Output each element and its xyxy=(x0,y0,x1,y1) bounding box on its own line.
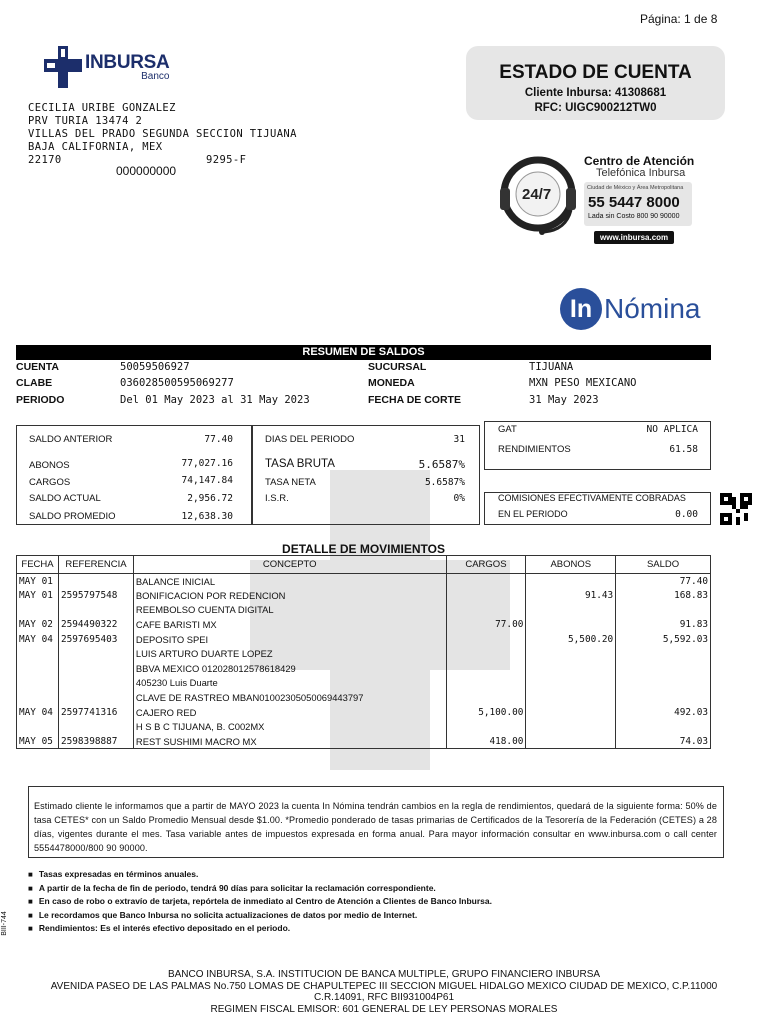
clabe-value: 036028500595069277 xyxy=(120,377,234,389)
cell-cargos xyxy=(446,646,526,661)
movement-row xyxy=(17,574,711,589)
customer-state: BAJA CALIFORNIA, MEX xyxy=(28,141,163,153)
call-center-subtitle: Telefónica Inbursa xyxy=(596,167,686,179)
customer-number: 000000000 xyxy=(116,164,177,178)
customer-cp: 22170 xyxy=(28,154,62,166)
rendimientos-value: 61.58 xyxy=(669,444,698,455)
comisiones-sub: EN EL PERIODO xyxy=(498,509,568,519)
cell-cargos xyxy=(446,603,526,618)
cuenta-value: 50059506927 xyxy=(120,361,190,373)
movement-row xyxy=(17,705,711,720)
cell-cargos xyxy=(446,719,526,734)
call-center-tollfree: Lada sin Costo 800 90 90000 xyxy=(588,213,680,220)
moneda-value: MXN PESO MEXICANO xyxy=(529,377,637,389)
cell-cargos: 418.00 xyxy=(446,734,526,749)
customer-code: 9295-F xyxy=(206,154,247,166)
saldo-anterior-value: 77.40 xyxy=(204,434,233,445)
cell-concepto: DEPOSITO SPEI xyxy=(133,632,446,647)
cargos-label: CARGOS xyxy=(29,477,71,488)
comisiones-value: 0.00 xyxy=(675,509,698,520)
customer-address xyxy=(28,102,297,167)
cell-fecha xyxy=(17,661,59,676)
call-center-phone: 55 5447 8000 xyxy=(588,194,680,211)
cell-referencia xyxy=(58,719,133,734)
cell-referencia: 2598398887 xyxy=(58,734,133,749)
client-rfc: RFC: UIGC900212TW0 xyxy=(534,102,657,114)
movement-row xyxy=(17,690,711,705)
bullet-item: ■ Le recordamos que Banco Inbursa no solicita actualizaciones de datos por medio de Internet. xyxy=(28,909,492,923)
cell-fecha xyxy=(17,690,59,705)
cell-concepto: BALANCE INICIAL xyxy=(133,574,446,589)
movement-row xyxy=(17,588,711,603)
cell-saldo xyxy=(616,719,711,734)
cell-fecha: MAY 04 xyxy=(17,705,59,720)
footer-line: REGIMEN FISCAL EMISOR: 601 GENERAL DE LEY PERSONAS MORALES xyxy=(210,1003,558,1015)
movement-row xyxy=(17,676,711,691)
cell-referencia xyxy=(58,574,133,589)
cell-saldo: 492.03 xyxy=(616,705,711,720)
cell-concepto: REST SUSHIMI MACRO MX xyxy=(133,734,446,749)
badge-24-7: 24/7 xyxy=(522,186,552,203)
statement-box xyxy=(466,46,725,120)
cell-saldo xyxy=(616,661,711,676)
cell-saldo xyxy=(616,676,711,691)
cuenta-label: CUENTA xyxy=(16,361,59,373)
saldo-actual-label: SALDO ACTUAL xyxy=(29,493,101,504)
sucursal-value: TIJUANA xyxy=(529,361,574,373)
footer-line: BANCO INBURSA, S.A. INSTITUCION DE BANCA MULTIPLE, GRUPO FINANCIERO INBURSA xyxy=(167,969,601,980)
cell-concepto: CAFE BARISTI MX xyxy=(133,617,446,632)
header-cargos: CARGOS xyxy=(446,556,526,574)
dias-value: 31 xyxy=(453,434,465,445)
isr-value: 0% xyxy=(453,493,465,504)
cell-fecha: MAY 05 xyxy=(17,734,59,749)
cell-abonos xyxy=(526,719,616,734)
innomina-text: Nómina xyxy=(604,293,701,324)
movement-row xyxy=(17,661,711,676)
innomina-logo xyxy=(560,288,700,330)
cell-saldo xyxy=(616,646,711,661)
movements-table xyxy=(16,555,711,749)
cell-fecha: MAY 01 xyxy=(17,588,59,603)
inbursa-logo-icon xyxy=(44,46,82,88)
notice-box xyxy=(28,786,724,858)
comisiones-label: COMISIONES EFECTIVAMENTE COBRADAS xyxy=(498,493,686,503)
cell-referencia xyxy=(58,676,133,691)
moneda-label: MONEDA xyxy=(368,377,415,389)
cell-abonos xyxy=(526,690,616,705)
cell-fecha xyxy=(17,646,59,661)
cell-referencia xyxy=(58,646,133,661)
cell-cargos: 77.00 xyxy=(446,617,526,632)
cell-abonos xyxy=(526,646,616,661)
cell-concepto: H S B C TIJUANA, B. C002MX xyxy=(133,719,446,734)
bullet-item: ■ Rendimientos: Es el interés efectivo depositado en el periodo. xyxy=(28,922,492,936)
rendimientos-label: RENDIMIENTOS xyxy=(498,444,571,455)
cell-abonos: 5,500.20 xyxy=(526,632,616,647)
summary-title-bar: RESUMEN DE SALDOS xyxy=(16,345,711,360)
cell-concepto: BONIFICACION POR REDENCION xyxy=(133,588,446,603)
gat-value: NO APLICA xyxy=(646,424,698,435)
cell-abonos xyxy=(526,574,616,589)
cell-concepto: 405230 Luis Duarte xyxy=(133,676,446,691)
call-center-area: Ciudad de México y Área Metropolitana xyxy=(587,185,684,191)
cell-cargos xyxy=(446,632,526,647)
isr-label: I.S.R. xyxy=(265,493,289,504)
cell-abonos xyxy=(526,661,616,676)
cell-abonos xyxy=(526,705,616,720)
bank-name: INBURSA xyxy=(85,52,170,73)
tasa-neta-value: 5.6587% xyxy=(424,477,465,488)
cell-concepto: CAJERO RED xyxy=(133,705,446,720)
cell-abonos xyxy=(526,617,616,632)
cell-cargos xyxy=(446,690,526,705)
cell-abonos xyxy=(526,734,616,749)
inbursa-logo xyxy=(44,46,169,88)
tasa-bruta-label: TASA BRUTA xyxy=(265,458,335,470)
abonos-value: 77,027.16 xyxy=(181,458,233,469)
periodo-value: Del 01 May 2023 al 31 May 2023 xyxy=(120,394,310,406)
cell-saldo xyxy=(616,603,711,618)
movements-header-row xyxy=(17,556,711,574)
cell-abonos: 91.43 xyxy=(526,588,616,603)
call-center-title: Centro de Atención xyxy=(584,154,695,168)
cell-referencia xyxy=(58,603,133,618)
movement-row xyxy=(17,603,711,618)
bullet-list xyxy=(28,868,492,936)
movement-row xyxy=(17,734,711,749)
cargos-value: 74,147.84 xyxy=(181,475,233,486)
cell-referencia xyxy=(58,690,133,705)
cell-fecha xyxy=(17,676,59,691)
header-concepto: CONCEPTO xyxy=(133,556,446,574)
cell-cargos xyxy=(446,574,526,589)
cell-fecha: MAY 01 xyxy=(17,574,59,589)
tasa-neta-label: TASA NETA xyxy=(265,477,316,488)
footer xyxy=(0,969,768,1015)
sucursal-label: SUCURSAL xyxy=(368,361,427,373)
bullet-item: ■ En caso de robo o extravío de tarjeta, repórtela de inmediato al Centro de Atención a Clientes de Banco Inbursa. xyxy=(28,895,492,909)
cell-referencia: 2597741316 xyxy=(58,705,133,720)
cell-saldo: 168.83 xyxy=(616,588,711,603)
cell-saldo: 5,592.03 xyxy=(616,632,711,647)
cell-saldo: 77.40 xyxy=(616,574,711,589)
abonos-label: ABONOS xyxy=(29,460,70,471)
client-number: Cliente Inbursa: 41308681 xyxy=(524,87,667,99)
page-number: Página: 1 de 8 xyxy=(640,12,718,26)
cell-cargos xyxy=(446,588,526,603)
cell-referencia: 2595797548 xyxy=(58,588,133,603)
bullet-item: ■ Tasas expresadas en términos anuales. xyxy=(28,868,492,882)
cell-cargos xyxy=(446,676,526,691)
cell-referencia: 2594490322 xyxy=(58,617,133,632)
cell-concepto: CLAVE DE RASTREO MBAN01002305050069443797 xyxy=(133,690,446,705)
call-center-banner xyxy=(496,150,696,248)
cell-cargos xyxy=(446,661,526,676)
cell-fecha: MAY 04 xyxy=(17,632,59,647)
saldo-promedio-value: 12,638.30 xyxy=(181,511,233,522)
saldo-promedio-label: SALDO PROMEDIO xyxy=(29,511,116,522)
cell-saldo xyxy=(616,690,711,705)
saldo-anterior-label: SALDO ANTERIOR xyxy=(29,434,113,445)
customer-name: CECILIA URIBE GONZALEZ xyxy=(28,102,176,114)
bank-sub: Banco xyxy=(141,71,170,82)
corte-value: 31 May 2023 xyxy=(529,394,599,406)
header-saldo: SALDO xyxy=(616,556,711,574)
cell-abonos xyxy=(526,603,616,618)
side-code: BIII-744 xyxy=(0,911,8,936)
website-badge[interactable]: www.inbursa.com xyxy=(594,231,674,244)
cell-cargos: 5,100.00 xyxy=(446,705,526,720)
bullet-item: ■ A partir de la fecha de fin de periodo, tendrá 90 días para solicitar la reclamación correspondiente. xyxy=(28,882,492,896)
cell-saldo: 91.83 xyxy=(616,617,711,632)
cell-concepto: REEMBOLSO CUENTA DIGITAL xyxy=(133,603,446,618)
header-fecha: FECHA xyxy=(17,556,59,574)
movement-row xyxy=(17,719,711,734)
statement-title: ESTADO DE CUENTA xyxy=(499,62,692,83)
notice-text: Estimado cliente le informamos que a partir de MAYO 2023 la cuenta In Nómina tendrán cambios en la regla de rendimientos, quedará de la siguiente forma: 50% de tasa CETES* con un Saldo Promedio Mensual desde $1.00. *Promedio ponderado de tasas primarias de Certificados de la Tesorería de la Federación (CETES) a 28 días, vigentes durante el mes. Tasa variable antes de impuestos expresada en forma anual. Para mayor información consultar en www.inbursa.com o call center 5554478000/800 90 90000. xyxy=(34,801,717,853)
saldo-actual-value: 2,956.72 xyxy=(187,493,233,504)
gat-label: GAT xyxy=(498,424,517,435)
cell-concepto: BBVA MEXICO 012028012578618429 xyxy=(133,661,446,676)
cell-referencia: 2597695403 xyxy=(58,632,133,647)
footer-line: C.R.14091, RFC BII931004P61 xyxy=(313,992,455,1003)
cell-abonos xyxy=(526,676,616,691)
footer-line: AVENIDA PASEO DE LAS PALMAS No.750 LOMAS DE CHAPULTEPEC III SECCION MIGUEL HIDALGO MEXICO CIUDAD DE MEXICO, C.P.11000 xyxy=(50,980,718,992)
cell-referencia xyxy=(58,661,133,676)
cell-fecha: MAY 02 xyxy=(17,617,59,632)
tasa-bruta-value: 5.6587% xyxy=(418,458,465,471)
dias-label: DIAS DEL PERIODO xyxy=(265,434,355,445)
movement-row xyxy=(17,632,711,647)
movements-title: DETALLE DE MOVIMIENTOS xyxy=(282,542,445,556)
periodo-label: PERIODO xyxy=(16,394,65,406)
cell-saldo: 74.03 xyxy=(616,734,711,749)
cell-fecha xyxy=(17,719,59,734)
cell-concepto: LUIS ARTURO DUARTE LOPEZ xyxy=(133,646,446,661)
clabe-label: CLABE xyxy=(16,377,53,389)
movement-row xyxy=(17,617,711,632)
movement-row xyxy=(17,646,711,661)
header-abonos: ABONOS xyxy=(526,556,616,574)
header-referencia: REFERENCIA xyxy=(58,556,133,574)
innomina-in: In xyxy=(560,288,602,330)
qr-code xyxy=(720,493,752,525)
customer-street: PRV TURIA 13474 2 xyxy=(28,115,143,127)
customer-colonia: VILLAS DEL PRADO SEGUNDA SECCION TIJUANA xyxy=(28,128,297,140)
corte-label: FECHA DE CORTE xyxy=(368,394,461,406)
cell-fecha xyxy=(17,603,59,618)
